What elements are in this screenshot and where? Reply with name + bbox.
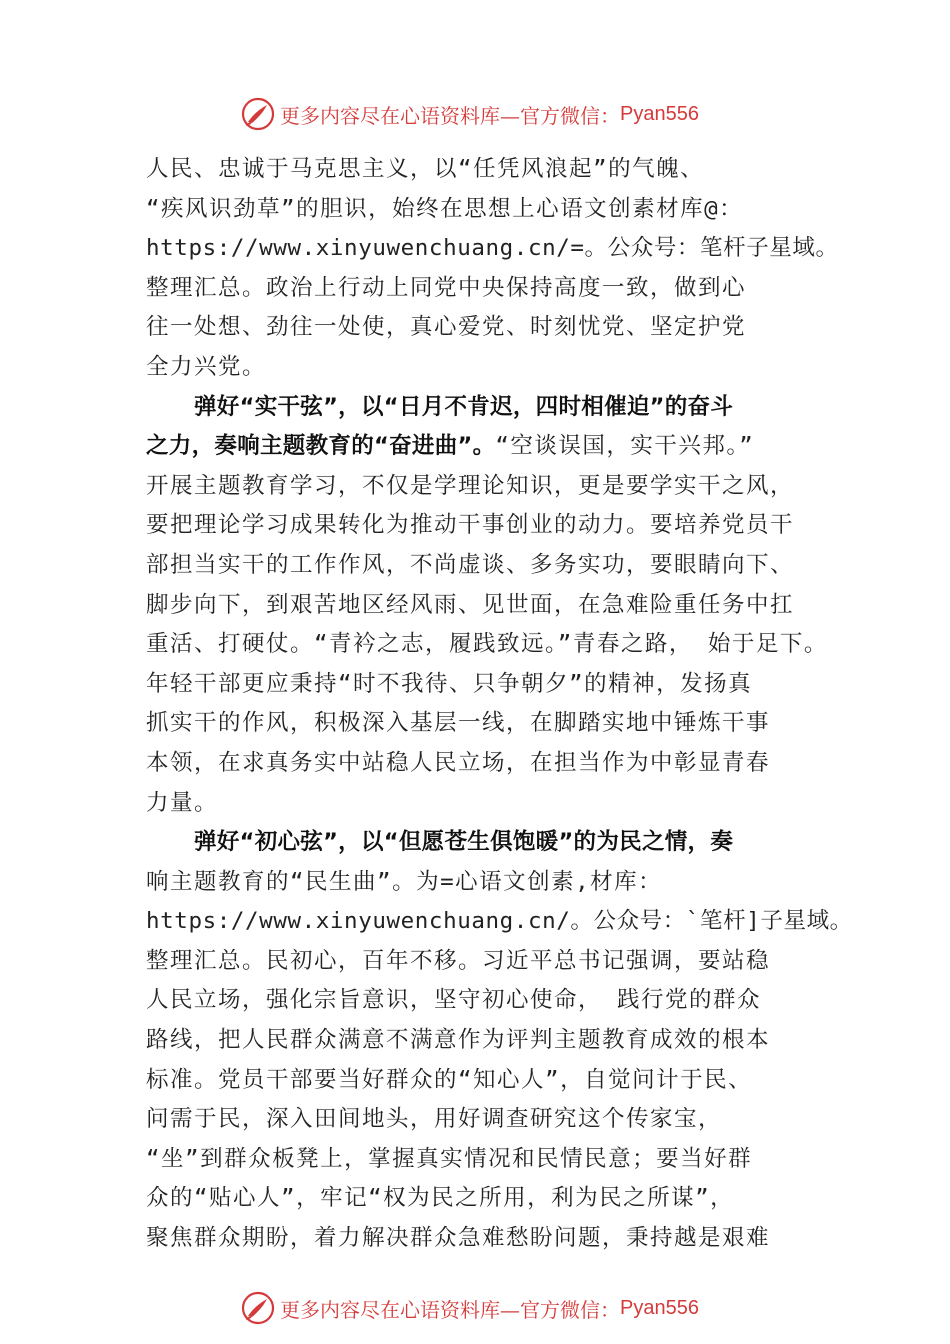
text-line: 人民、忠诚于马克思主义，以“任凭风浪起”的气魄、 (146, 156, 705, 182)
footer-banner (240, 1290, 699, 1326)
text-line: 全力兴党。 (146, 353, 267, 380)
banner-text: 更多内容尽在心语资料库—官方微信： (280, 1297, 620, 1322)
section-heading: 弹好“实干弦”，以“日月不肯迟，四时相催迫”的奋斗 (194, 393, 734, 420)
text-line: 整理汇总。政治上行动上同党中央保持高度一致，做到心 (146, 274, 747, 301)
banner-wechat-id: Pyan556 (620, 1296, 699, 1319)
text-line: https://www.xinyuwenchuang.cn/。公众号：`笔杆]子星域。 (146, 908, 853, 935)
section-heading: 弹好“初心弦”，以“但愿苍生俱饱暖”的为民之情，奏 (194, 829, 734, 856)
text-line-mixed (146, 427, 846, 467)
text-line: 重活、打硬仗。“青衿之志，履践致远。”青春之路， 始于足下。 (146, 631, 828, 658)
text-line: 路线，把人民群众满意不满意作为评判主题教育成效的根本 (146, 1027, 771, 1054)
text-line: 年轻干部更应秉持“时不我待、只争朝夕”的精神，发扬真 (146, 670, 753, 697)
text-line: 开展主题教育学习，不仅是学理论知识，更是要学实干之风， (146, 472, 795, 499)
text-line: 聚焦群众期盼，着力解决群众急难愁盼问题，秉持越是艰难 (146, 1225, 771, 1252)
header-banner (240, 96, 699, 132)
text-line: 众的“贴心人”，牢记“权为民之所用，利为民之所谋”， (146, 1185, 735, 1212)
text-line: “坐”到群众板凳上，掌握真实情况和民情民意；要当好群 (146, 1145, 753, 1172)
banner-wechat-id: Pyan556 (620, 102, 699, 125)
text-line: 问需于民，深入田间地头，用好调查研究这个传家宝， (146, 1106, 723, 1133)
text-line: 人民立场，强化宗旨意识，坚守初心使命， 践行党的群众 (146, 987, 762, 1014)
brush-logo-icon (240, 96, 276, 132)
text-line: 整理汇总。民初心，百年不移。习近平总书记强调，要站稳 (146, 947, 771, 974)
text-line: 要把理论学习成果转化为推动干事创业的动力。要培养党员干 (146, 512, 795, 539)
text-line: 本领，在求真务实中站稳人民立场，在担当作为中彰显青春 (146, 749, 771, 776)
text-line: https://www.xinyuwenchuang.cn/=。公众号：笔杆子星域。 (146, 235, 839, 262)
text-line: 脚步向下，到艰苦地区经风雨、见世面，在急难险重任务中扛 (146, 591, 795, 618)
text-line: 标准。党员干部要当好群众的“知心人”，自觉问计于民、 (146, 1066, 753, 1093)
text-line: 响主题教育的“民生曲”。为=心语文创素,材库： (146, 868, 663, 895)
text-line: 往一处想、劲往一处使，真心爱党、时刻忧党、坚定护党 (146, 314, 747, 341)
text-span: “空谈误国，实干兴邦。” (495, 433, 755, 460)
section-heading-continued: 之力，奏响主题教育的“奋进曲”。 (146, 433, 496, 460)
banner-text: 更多内容尽在心语资料库—官方微信： (280, 103, 620, 128)
brush-logo-icon (240, 1290, 276, 1326)
text-line: “疾风识劲草”的胆识，始终在思想上心语文创素材库@： (146, 195, 744, 222)
text-line: 力量。 (146, 789, 219, 816)
text-line: 抓实干的作风，积极深入基层一线，在脚踏实地中锤炼干事 (146, 710, 771, 737)
article-body (146, 150, 853, 1259)
text-line: 部担当实干的工作作风，不尚虚谈、多务实功，要眼睛向下、 (146, 551, 795, 578)
